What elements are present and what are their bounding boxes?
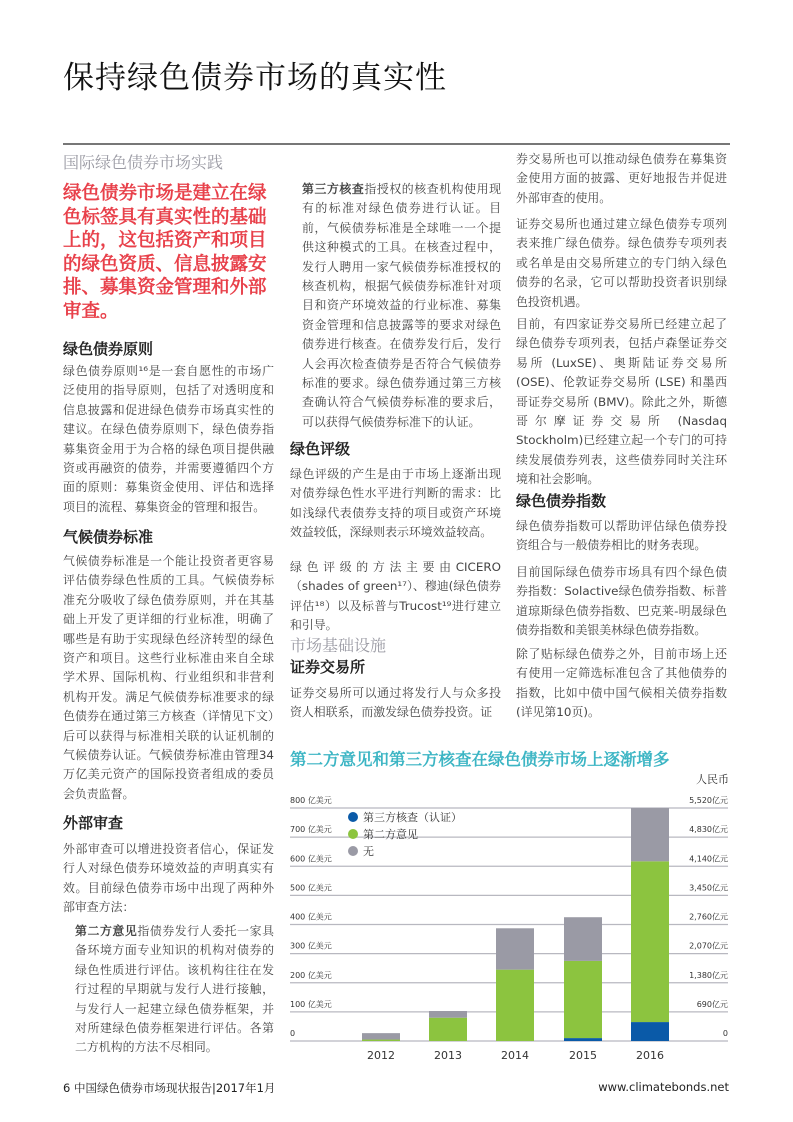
left-tick-label: 800 亿美元 [290,796,332,805]
page-title: 保持绿色债券市场的真实性 [63,60,447,96]
bar-segment [496,970,534,1041]
gbp-text: 绿色债券原则¹⁶是一套自愿性的市场广泛使用的指导原则，包括了对透明度和信息披露和促进绿色债券市场真实性的建议。在绿色债券原则下，绿色债券指募集资金用于为合格的绿色项目提供融资或再融资的债券，并需要遵循四个方面的原则：募集资金使用、评估和选择项目的流程、募集资金的管理和报告。 [63,364,274,514]
bar-segment [631,808,669,861]
review-text: 外部审查可以增进投资者信心，保证发行人对绿色债券环境效益的声明真实有效。目前绿色债券市场中出现了两种外部审查方法： [63,842,274,915]
right-tick-label: 2,070亿元 [689,941,728,951]
rating-text-2: 绿色评级的方法主要由CICERO（shades of green¹⁷）、穆迪(绿色债券评估¹⁸）以及标普与Trucost¹⁹进行建立和引导。 [290,560,501,633]
right-axis-label: 人民币 [696,773,729,786]
bar-segment [564,961,602,1038]
bar-segment [564,917,602,961]
index-text-2: 目前国际绿色债券市场具有四个绿色债券指数：Solactive绿色债券指数、标普道琼斯绿色债券指数、巴克莱-明晟绿色债券指数和美银美林绿色债券指数。 [516,565,727,638]
left-tick-label: 100 亿美元 [290,999,332,1009]
left-tick-label: 500 亿美元 [290,883,332,893]
section-subtitle: 国际绿色债券市场实践 [63,153,224,172]
exchange-text-3: 目前，有四家证券交易所已经建立起了绿色债券专项列表，包括卢森堡证券交易所 (LuxSE)、奥斯陆证券交易所 (OSE)、伦敦证券交易所 (LSE) 和墨西哥证券交易所 (BMV)。除此之外，斯德哥尔摩证券交易所 (Nasdaq Stockholm)已经建立起一个专门的可持续发展债券列表，这些债券同时关注环境和社会影响。 [516,317,727,487]
tpv-term: 第三方核查 [302,182,365,196]
left-tick-label: 300 亿美元 [290,941,332,951]
chart-title: 第二方意见和第三方核查在绿色债券市场上逐渐增多 [290,750,670,769]
spo-term: 第二方意见 [75,924,138,938]
bar-segment [631,1022,669,1041]
x-tick-label: 2015 [569,1049,597,1062]
bar-segment [362,1033,400,1039]
bar-segment [496,928,534,969]
right-tick-label: 2,760亿元 [689,912,728,922]
x-tick-label: 2013 [434,1049,462,1062]
legend-label: 第三方核查（认证） [363,811,462,824]
cbs-text: 气候债券标准是一个能让投资者更容易评估债券绿色性质的工具。气候债券标准充分吸收了绿色债券原则，并在其基础上开发了更详细的行业标准，明确了哪些是有助于实现绿色经济转型的绿色资产和项目。这些行业标准由来自全球学术界、国际机构、行业组织和非营利机构开发。满足气候债券标准要求的绿色债券在通过第三方核查（详情见下文）后可以获得与标准相关联的认证机制的气候债券认证。气候债券标准由管理34万亿美元资产的国际投资者组成的委员会负责监督。 [63,554,274,801]
legend-swatch [348,812,358,822]
right-tick-label: 0 [722,1029,728,1038]
x-tick-label: 2016 [636,1049,664,1062]
left-tick-label: 400 亿美元 [290,912,332,922]
legend-swatch [348,829,358,839]
bar-segment [362,1040,400,1041]
footer-page-info: 6 中国绿色债券市场现状报告|2017年1月 [63,1081,276,1095]
left-tick-label: 200 亿美元 [290,970,332,980]
right-tick-label: 4,140亿元 [689,854,728,864]
exchange-heading: 证券交易所 [290,658,366,676]
x-tick-label: 2014 [501,1049,529,1062]
rating-heading: 绿色评级 [290,440,351,458]
index-text-3: 除了贴标绿色债券之外，目前市场上还有使用一定筛选标准包含了其他债券的指数，比如中债中国气候相关债券指数(详见第10页)。 [516,647,727,720]
x-tick-label: 2012 [367,1049,395,1062]
right-tick-label: 5,520亿元 [689,796,728,805]
spo-text: 指债券发行人委托一家具备环境方面专业知识的机构对债券的绿色性质进行评估。该机构往往在发行过程的早期就与发行人进行接触，与发行人一起建立绿色债券框架，并对所建绿色债券框架进行评估。各第二方机构的方法不尽相同。 [75,924,274,1055]
legend-label: 第二方意见 [363,828,418,841]
bar-segment [429,1018,467,1041]
exchange-text: 证券交易所可以通过将发行人与众多投资人相联系，而激发绿色债券投资。证 [290,686,501,720]
bar-segment [564,1038,602,1041]
left-tick-label: 700 亿美元 [290,825,332,835]
left-tick-label: 600 亿美元 [290,854,332,864]
infra-subtitle: 市场基础设施 [290,636,387,655]
right-tick-label: 4,830亿元 [689,825,728,835]
index-heading: 绿色债券指数 [516,492,607,510]
right-tick-label: 690亿元 [696,999,728,1009]
left-tick-label: 0 [290,1029,296,1038]
footer-url[interactable]: www.climatebonds.net [598,1080,729,1094]
exchange-text-cont: 券交易所也可以推动绿色债券在募集资金使用方面的披露、更好地报告并促进外部审查的使用。 [516,152,727,205]
review-heading: 外部审查 [63,814,124,832]
right-tick-label: 3,450亿元 [689,883,728,893]
cbs-heading: 气候债券标准 [63,528,154,546]
bar-segment [429,1011,467,1018]
bar-segment [631,861,669,1022]
rating-text-1: 绿色评级的产生是由于市场上逐渐出现对债券绿色性水平进行判断的需求：比如浅绿代表债券支持的项目或资产环境效益较低，深绿则表示环境效益较高。 [290,467,501,540]
legend-label: 无 [363,845,374,858]
right-tick-label: 1,380亿元 [689,970,728,980]
exchange-text-2: 证券交易所也通过建立绿色债券专项列表来推广绿色债券。绿色债券专项列表或名单是由交易所建立的专门纳入绿色债券的名录，它可以帮助投资者识别绿色投资机遇。 [516,217,727,309]
lead-paragraph: 绿色债券市场是建立在绿色标签具有真实性的基础上的，这包括资产和项目的绿色资质、信息披露安排、募集资金管理和外部审查。 [63,183,267,322]
index-text-1: 绿色债券指数可以帮助评估绿色债券投资组合与一般债券相比的财务表现。 [516,519,727,553]
gbp-heading: 绿色债券原则 [63,340,154,358]
legend-swatch [348,846,358,856]
tpv-text: 指授权的核查机构使用现有的标准对绿色债券进行认证。目前，气候债券标准是全球唯一一个提供这种模式的工具。在核查过程中，发行人聘用一家气候债券标准授权的核查机构，根据气候债券标准针对项目和资产环境效益的行业标准、募集资金管理和信息披露等的要求对绿色债券进行核查。在债券发行后，发行人会再次检查债券是否符合气候债券标准的要求。绿色债券通过第三方核查确认符合气候债券标准的要求后，可以获得气候债券标准下的认证。 [302,182,501,429]
